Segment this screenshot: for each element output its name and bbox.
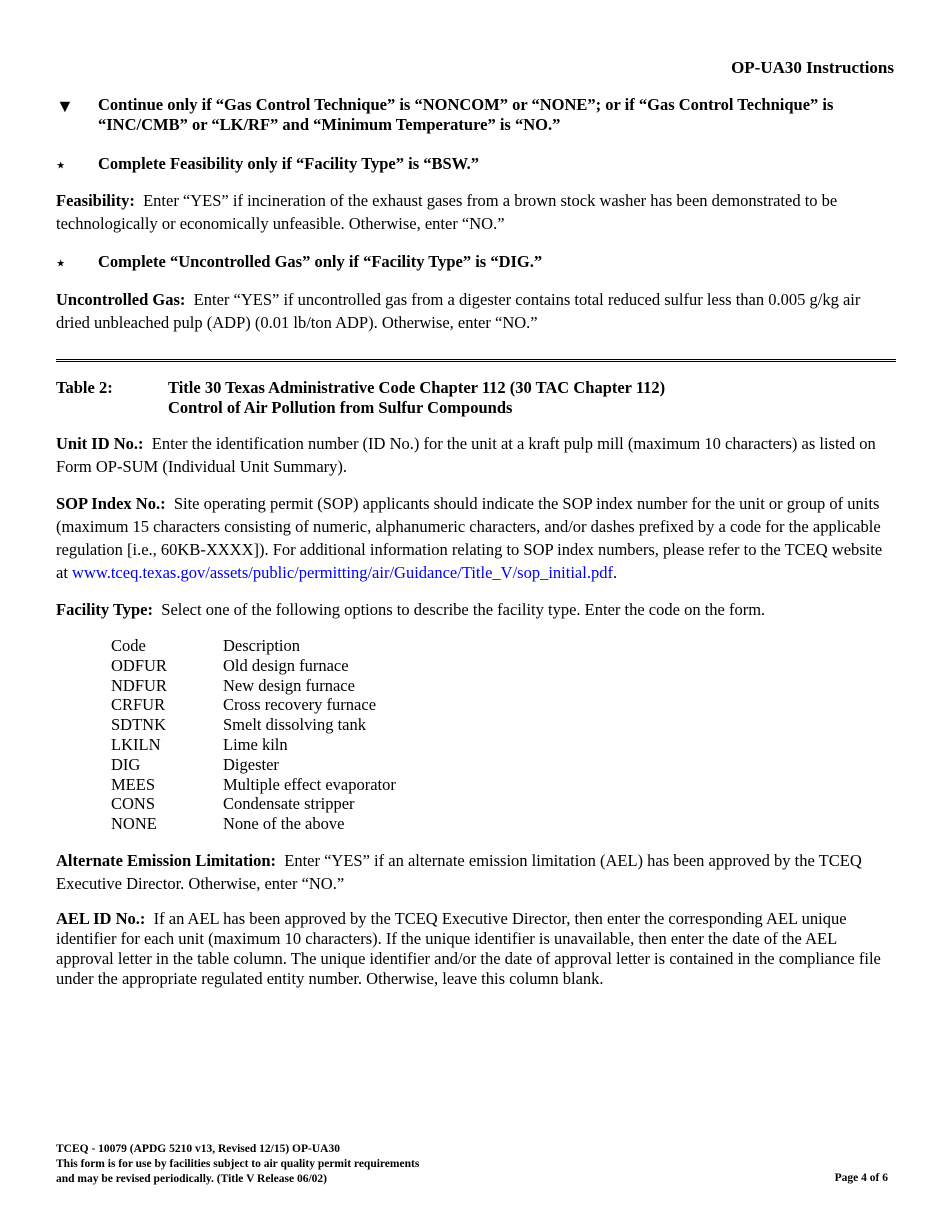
sop-index-text: Site operating permit (SOP) applicants should indicate the SOP index number for the unit or group of units (maximum 15 characters consisting of numeric, alphanumeric characters, and/or dashes prefixed by a code for the applicable regulation [i.e., 60KB-XXXX]). For additional information relating to SOP index numbers, please refer to the TCEQ website at: [56, 494, 883, 582]
footer-notice-line1: This form is for use by facilities subject to air quality permit requirements: [56, 1158, 420, 1170]
page-header-title: OP-UA30 Instructions: [731, 58, 894, 77]
facility-code-row: [111, 695, 511, 715]
ael-label: Alternate Emission Limitation:: [56, 851, 276, 870]
facility-description: Old design furnace: [223, 655, 349, 675]
unit-id-text: Enter the identification number (ID No.) for the unit at a kraft pulp mill (maximum 10 characters) as listed on Form OP-SUM (Individual Unit Summary).: [56, 434, 876, 476]
ael-id-paragraph: [56, 909, 896, 989]
facility-code: CRFUR: [111, 695, 166, 715]
ael-id-label: AEL ID No.:: [56, 909, 146, 928]
feasibility-condition: [56, 154, 896, 174]
facility-code-header: [111, 636, 511, 656]
uncontrolled-gas-text: Enter “YES” if uncontrolled gas from a digester contains total reduced sulfur less than 0.005 g/kg air dried unbleached pulp (ADP) (0.01 lb/ton ADP). Otherwise, enter “NO.”: [56, 290, 861, 332]
facility-type-label: Facility Type:: [56, 600, 154, 619]
table-title-line1: Title 30 Texas Administrative Code Chapter 112 (30 TAC Chapter 112): [168, 378, 666, 397]
sop-index-paragraph: [56, 492, 896, 584]
facility-code-row: [111, 715, 511, 735]
star-icon: ⋆: [56, 158, 66, 174]
facility-description: Digester: [223, 754, 279, 774]
table-label: Table 2:: [56, 378, 113, 397]
ael-paragraph: [56, 849, 896, 895]
facility-type-text: Select one of the following options to describe the facility type. Enter the code on the form.: [161, 600, 766, 619]
facility-description: New design furnace: [223, 675, 355, 695]
feasibility-label: Feasibility:: [56, 191, 135, 210]
facility-code: ODFUR: [111, 655, 167, 675]
star-icon: ⋆: [56, 256, 66, 272]
facility-code-row: [111, 814, 511, 834]
facility-description: Lime kiln: [223, 734, 288, 754]
facility-code: CONS: [111, 794, 156, 814]
footer-form-id: TCEQ - 10079 (APDG 5210 v13, Revised 12/15) OP-UA30: [56, 1143, 340, 1155]
continue-instruction: [56, 95, 896, 135]
facility-code: LKILN: [111, 734, 161, 754]
description-column-header: Description: [223, 636, 300, 655]
facility-description: Cross recovery furnace: [223, 695, 377, 715]
unit-id-paragraph: [56, 432, 896, 478]
section-divider: [56, 359, 896, 362]
facility-description: Smelt dissolving tank: [223, 715, 367, 735]
facility-type-paragraph: [56, 598, 896, 621]
table-title-line2: Control of Air Pollution from Sulfur Compounds: [168, 398, 513, 417]
table-heading: [56, 378, 896, 418]
page-footer: [56, 1142, 419, 1187]
sop-index-link[interactable]: www.tceq.texas.gov/assets/public/permitting/air/Guidance/Title_V/sop_initial.pdf: [72, 563, 613, 582]
feasibility-paragraph: [56, 189, 896, 235]
facility-code-row: [111, 755, 511, 775]
facility-code: DIG: [111, 754, 141, 774]
continue-instruction-text: Continue only if “Gas Control Technique” is “NONCOM” or “NONE”; or if “Gas Control Technique” is “INC/CMB” or “LK/RF” and “Minimum Temperature” is “NO.”: [98, 95, 834, 134]
facility-code-row: [111, 794, 511, 814]
sop-index-period: .: [612, 563, 618, 582]
feasibility-text: Enter “YES” if incineration of the exhaust gases from a brown stock washer has been demonstrated to be technologically or economically unfeasible. Otherwise, enter “NO.”: [56, 191, 838, 233]
facility-code: MEES: [111, 774, 156, 794]
facility-code-list: [111, 636, 511, 834]
facility-code: NONE: [111, 814, 157, 834]
uncontrolled-condition: [56, 252, 896, 272]
sop-index-label: SOP Index No.:: [56, 494, 166, 513]
uncontrolled-condition-text: Complete “Uncontrolled Gas” only if “Facility Type” is “DIG.”: [98, 252, 543, 271]
page-number: Page 4 of 6: [834, 1172, 888, 1184]
ael-text: Enter “YES” if an alternate emission limitation (AEL) has been approved by the TCEQ Executive Director. Otherwise, enter “NO.”: [56, 851, 862, 893]
facility-code-row: [111, 676, 511, 696]
facility-code: NDFUR: [111, 675, 167, 695]
facility-description: None of the above: [223, 814, 345, 834]
facility-description: Condensate stripper: [223, 794, 355, 814]
uncontrolled-gas-label: Uncontrolled Gas:: [56, 290, 186, 309]
code-column-header: Code: [111, 636, 146, 655]
ael-id-text: If an AEL has been approved by the TCEQ Executive Director, then enter the corresponding AEL unique identifier for each unit (maximum 10 characters). If the unique identifier is unavailable, then enter the date of the AEL approval letter in the table column. The unique identifier and/or the date of approval letter is contained in the compliance file under the appropriate regulated entity number. Otherwise, leave this column blank.: [56, 909, 881, 988]
facility-code-row: [111, 775, 511, 795]
footer-notice-line2: and may be revised periodically. (Title V Release 06/02): [56, 1173, 327, 1185]
facility-description: Multiple effect evaporator: [223, 774, 396, 794]
facility-code-row: [111, 656, 511, 676]
facility-code-row: [111, 735, 511, 755]
unit-id-label: Unit ID No.:: [56, 434, 144, 453]
facility-code: SDTNK: [111, 715, 167, 735]
triangle-down-icon: ▼: [56, 96, 74, 116]
feasibility-condition-text: Complete Feasibility only if “Facility Type” is “BSW.”: [98, 154, 480, 173]
uncontrolled-gas-paragraph: [56, 288, 896, 334]
